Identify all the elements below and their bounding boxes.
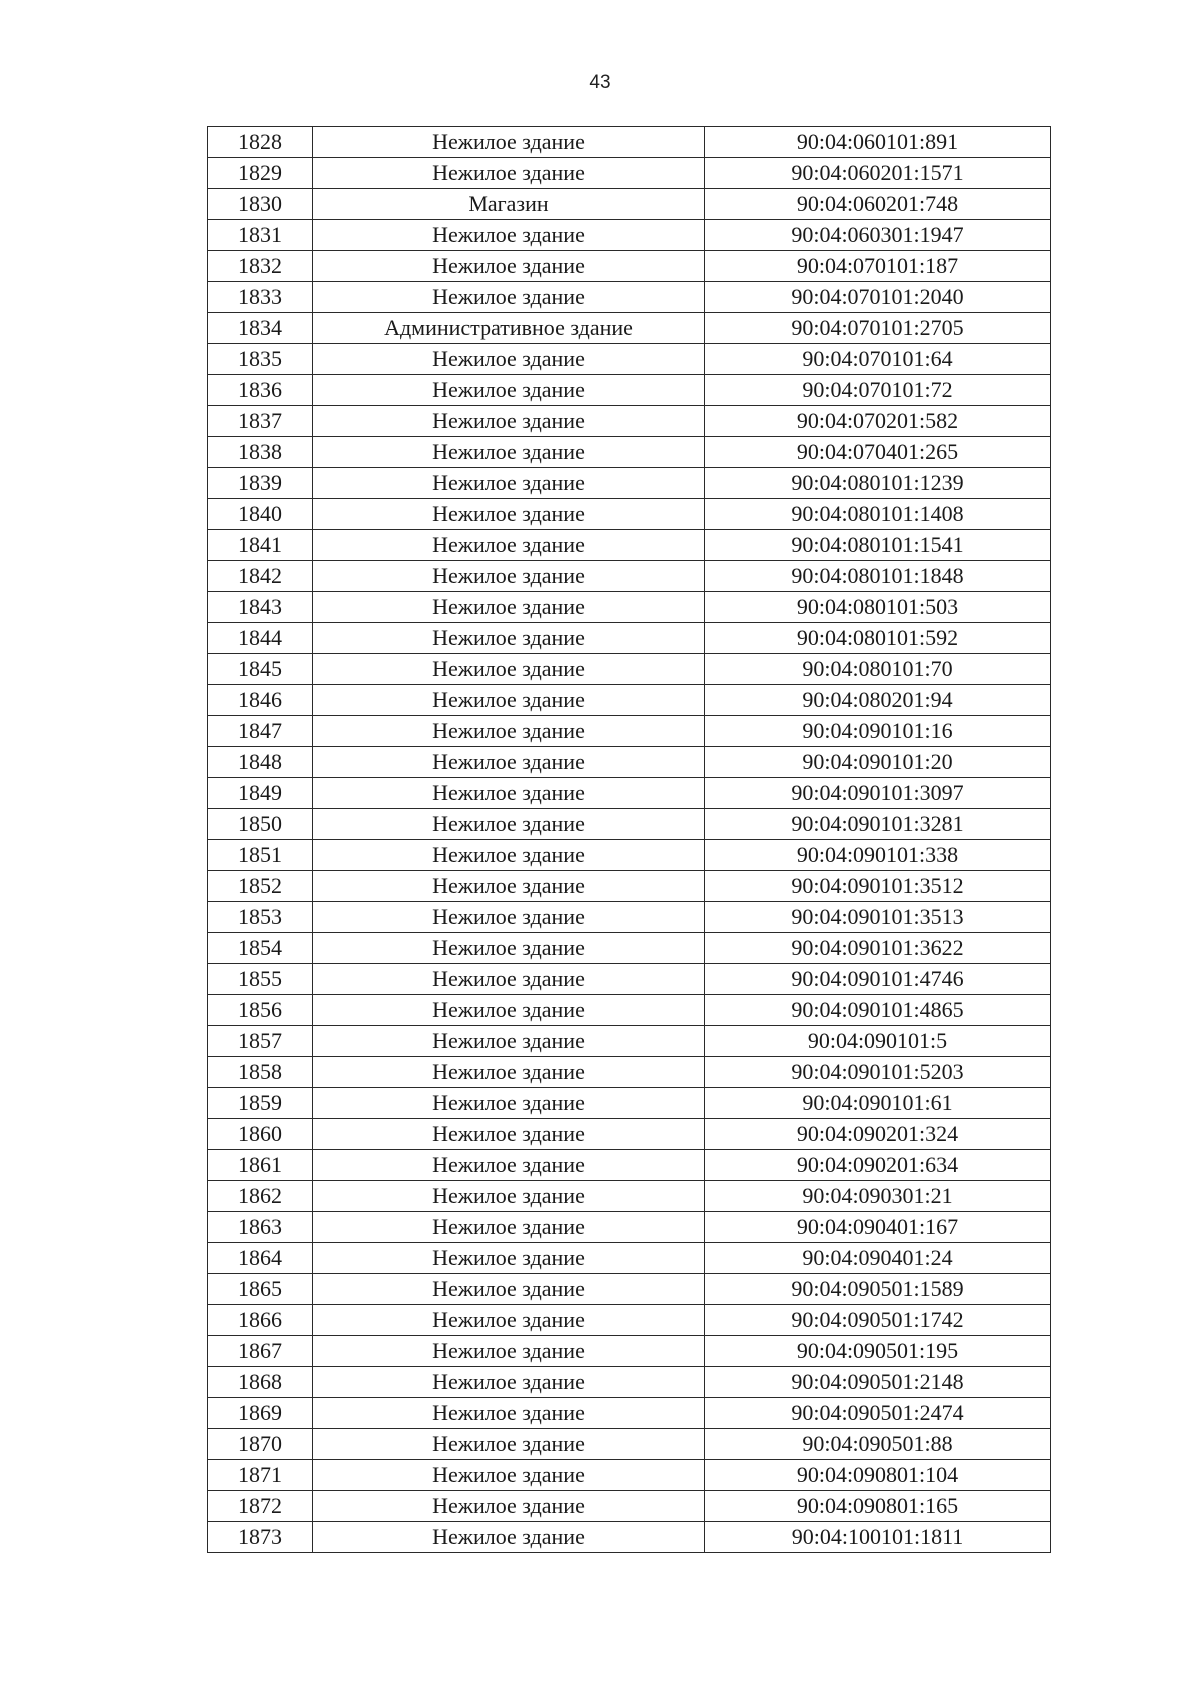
row-number-cell: 1845	[208, 654, 313, 685]
row-number-cell: 1867	[208, 1336, 313, 1367]
cadastral-number-cell: 90:04:080101:1239	[705, 468, 1051, 499]
table-row	[208, 1429, 1051, 1460]
object-name-cell: Нежилое здание	[313, 623, 705, 654]
table-row	[208, 1212, 1051, 1243]
cadastral-number-cell: 90:04:070101:2040	[705, 282, 1051, 313]
table-row	[208, 902, 1051, 933]
object-name-cell: Нежилое здание	[313, 344, 705, 375]
cadastral-number-cell: 90:04:090101:3097	[705, 778, 1051, 809]
table-row	[208, 127, 1051, 158]
table-row	[208, 1026, 1051, 1057]
cadastral-number-cell: 90:04:090101:4746	[705, 964, 1051, 995]
table-row	[208, 313, 1051, 344]
object-name-cell: Нежилое здание	[313, 375, 705, 406]
object-name-cell: Нежилое здание	[313, 809, 705, 840]
row-number-cell: 1841	[208, 530, 313, 561]
table-row	[208, 1274, 1051, 1305]
object-name-cell: Нежилое здание	[313, 220, 705, 251]
cadastral-number-cell: 90:04:090801:104	[705, 1460, 1051, 1491]
table-row	[208, 778, 1051, 809]
object-name-cell: Нежилое здание	[313, 902, 705, 933]
row-number-cell: 1858	[208, 1057, 313, 1088]
object-name-cell: Нежилое здание	[313, 1491, 705, 1522]
object-name-cell: Нежилое здание	[313, 1274, 705, 1305]
row-number-cell: 1854	[208, 933, 313, 964]
row-number-cell: 1868	[208, 1367, 313, 1398]
row-number-cell: 1865	[208, 1274, 313, 1305]
cadastral-number-cell: 90:04:090501:1589	[705, 1274, 1051, 1305]
object-name-cell: Нежилое здание	[313, 561, 705, 592]
table-row	[208, 375, 1051, 406]
row-number-cell: 1828	[208, 127, 313, 158]
table-row	[208, 251, 1051, 282]
table-row	[208, 1088, 1051, 1119]
registry-table	[207, 126, 1051, 1553]
row-number-cell: 1840	[208, 499, 313, 530]
cadastral-number-cell: 90:04:090501:88	[705, 1429, 1051, 1460]
cadastral-number-cell: 90:04:090101:3513	[705, 902, 1051, 933]
table-row	[208, 158, 1051, 189]
row-number-cell: 1842	[208, 561, 313, 592]
cadastral-number-cell: 90:04:060201:1571	[705, 158, 1051, 189]
cadastral-number-cell: 90:04:080101:503	[705, 592, 1051, 623]
cadastral-number-cell: 90:04:070101:64	[705, 344, 1051, 375]
row-number-cell: 1871	[208, 1460, 313, 1491]
row-number-cell: 1857	[208, 1026, 313, 1057]
table-row	[208, 933, 1051, 964]
table-row	[208, 1150, 1051, 1181]
object-name-cell: Административное здание	[313, 313, 705, 344]
object-name-cell: Нежилое здание	[313, 530, 705, 561]
table-row	[208, 220, 1051, 251]
object-name-cell: Нежилое здание	[313, 1305, 705, 1336]
row-number-cell: 1866	[208, 1305, 313, 1336]
object-name-cell: Нежилое здание	[313, 1181, 705, 1212]
row-number-cell: 1839	[208, 468, 313, 499]
object-name-cell: Нежилое здание	[313, 1243, 705, 1274]
cadastral-number-cell: 90:04:070201:582	[705, 406, 1051, 437]
object-name-cell: Нежилое здание	[313, 251, 705, 282]
cadastral-number-cell: 90:04:090401:24	[705, 1243, 1051, 1274]
cadastral-number-cell: 90:04:090101:5	[705, 1026, 1051, 1057]
row-number-cell: 1872	[208, 1491, 313, 1522]
cadastral-number-cell: 90:04:090101:20	[705, 747, 1051, 778]
object-name-cell: Нежилое здание	[313, 654, 705, 685]
cadastral-number-cell: 90:04:090201:634	[705, 1150, 1051, 1181]
row-number-cell: 1869	[208, 1398, 313, 1429]
object-name-cell: Нежилое здание	[313, 1150, 705, 1181]
object-name-cell: Нежилое здание	[313, 1057, 705, 1088]
cadastral-number-cell: 90:04:090501:195	[705, 1336, 1051, 1367]
row-number-cell: 1852	[208, 871, 313, 902]
cadastral-number-cell: 90:04:090101:5203	[705, 1057, 1051, 1088]
cadastral-number-cell: 90:04:090401:167	[705, 1212, 1051, 1243]
table-row	[208, 1491, 1051, 1522]
cadastral-number-cell: 90:04:090101:3512	[705, 871, 1051, 902]
object-name-cell: Нежилое здание	[313, 468, 705, 499]
object-name-cell: Нежилое здание	[313, 778, 705, 809]
cadastral-number-cell: 90:04:080101:1541	[705, 530, 1051, 561]
cadastral-number-cell: 90:04:060201:748	[705, 189, 1051, 220]
row-number-cell: 1834	[208, 313, 313, 344]
row-number-cell: 1860	[208, 1119, 313, 1150]
table-row	[208, 592, 1051, 623]
table-row	[208, 1181, 1051, 1212]
object-name-cell: Нежилое здание	[313, 1460, 705, 1491]
cadastral-number-cell: 90:04:090101:3281	[705, 809, 1051, 840]
table-row	[208, 623, 1051, 654]
cadastral-number-cell: 90:04:090101:61	[705, 1088, 1051, 1119]
cadastral-number-cell: 90:04:070401:265	[705, 437, 1051, 468]
row-number-cell: 1835	[208, 344, 313, 375]
object-name-cell: Нежилое здание	[313, 1398, 705, 1429]
cadastral-number-cell: 90:04:100101:1811	[705, 1522, 1051, 1553]
cadastral-number-cell: 90:04:090101:4865	[705, 995, 1051, 1026]
object-name-cell: Нежилое здание	[313, 685, 705, 716]
table-row	[208, 1398, 1051, 1429]
table-row	[208, 437, 1051, 468]
row-number-cell: 1870	[208, 1429, 313, 1460]
table-row	[208, 1243, 1051, 1274]
object-name-cell: Нежилое здание	[313, 871, 705, 902]
cadastral-number-cell: 90:04:090501:1742	[705, 1305, 1051, 1336]
cadastral-number-cell: 90:04:090501:2474	[705, 1398, 1051, 1429]
table-row	[208, 499, 1051, 530]
row-number-cell: 1843	[208, 592, 313, 623]
row-number-cell: 1856	[208, 995, 313, 1026]
table-row	[208, 1305, 1051, 1336]
object-name-cell: Нежилое здание	[313, 1119, 705, 1150]
table-row	[208, 282, 1051, 313]
cadastral-number-cell: 90:04:080101:1848	[705, 561, 1051, 592]
object-name-cell: Нежилое здание	[313, 1212, 705, 1243]
cadastral-number-cell: 90:04:080201:94	[705, 685, 1051, 716]
table-row	[208, 747, 1051, 778]
object-name-cell: Нежилое здание	[313, 158, 705, 189]
object-name-cell: Магазин	[313, 189, 705, 220]
object-name-cell: Нежилое здание	[313, 933, 705, 964]
object-name-cell: Нежилое здание	[313, 437, 705, 468]
page-number: 43	[589, 72, 611, 93]
row-number-cell: 1873	[208, 1522, 313, 1553]
table-row	[208, 561, 1051, 592]
row-number-cell: 1832	[208, 251, 313, 282]
table-row	[208, 716, 1051, 747]
row-number-cell: 1829	[208, 158, 313, 189]
row-number-cell: 1831	[208, 220, 313, 251]
row-number-cell: 1849	[208, 778, 313, 809]
object-name-cell: Нежилое здание	[313, 995, 705, 1026]
row-number-cell: 1862	[208, 1181, 313, 1212]
cadastral-number-cell: 90:04:090801:165	[705, 1491, 1051, 1522]
table-row	[208, 1522, 1051, 1553]
object-name-cell: Нежилое здание	[313, 840, 705, 871]
table-row	[208, 964, 1051, 995]
table-row	[208, 1119, 1051, 1150]
table-row	[208, 654, 1051, 685]
table-row	[208, 995, 1051, 1026]
table-row	[208, 1336, 1051, 1367]
cadastral-number-cell: 90:04:080101:1408	[705, 499, 1051, 530]
object-name-cell: Нежилое здание	[313, 592, 705, 623]
cadastral-number-cell: 90:04:070101:187	[705, 251, 1051, 282]
object-name-cell: Нежилое здание	[313, 499, 705, 530]
cadastral-number-cell: 90:04:060301:1947	[705, 220, 1051, 251]
cadastral-number-cell: 90:04:090101:16	[705, 716, 1051, 747]
cadastral-number-cell: 90:04:090301:21	[705, 1181, 1051, 1212]
object-name-cell: Нежилое здание	[313, 1336, 705, 1367]
cadastral-number-cell: 90:04:090501:2148	[705, 1367, 1051, 1398]
table-row	[208, 468, 1051, 499]
table-row	[208, 809, 1051, 840]
row-number-cell: 1847	[208, 716, 313, 747]
object-name-cell: Нежилое здание	[313, 1088, 705, 1119]
cadastral-number-cell: 90:04:070101:72	[705, 375, 1051, 406]
row-number-cell: 1830	[208, 189, 313, 220]
row-number-cell: 1838	[208, 437, 313, 468]
cadastral-number-cell: 90:04:070101:2705	[705, 313, 1051, 344]
object-name-cell: Нежилое здание	[313, 1429, 705, 1460]
object-name-cell: Нежилое здание	[313, 747, 705, 778]
row-number-cell: 1851	[208, 840, 313, 871]
row-number-cell: 1861	[208, 1150, 313, 1181]
row-number-cell: 1864	[208, 1243, 313, 1274]
cadastral-number-cell: 90:04:090201:324	[705, 1119, 1051, 1150]
row-number-cell: 1837	[208, 406, 313, 437]
cadastral-number-cell: 90:04:080101:592	[705, 623, 1051, 654]
table-row	[208, 406, 1051, 437]
row-number-cell: 1848	[208, 747, 313, 778]
object-name-cell: Нежилое здание	[313, 282, 705, 313]
row-number-cell: 1836	[208, 375, 313, 406]
table-row	[208, 344, 1051, 375]
row-number-cell: 1863	[208, 1212, 313, 1243]
cadastral-number-cell: 90:04:080101:70	[705, 654, 1051, 685]
object-name-cell: Нежилое здание	[313, 964, 705, 995]
cadastral-number-cell: 90:04:060101:891	[705, 127, 1051, 158]
table-row	[208, 189, 1051, 220]
row-number-cell: 1846	[208, 685, 313, 716]
row-number-cell: 1833	[208, 282, 313, 313]
row-number-cell: 1859	[208, 1088, 313, 1119]
row-number-cell: 1844	[208, 623, 313, 654]
row-number-cell: 1850	[208, 809, 313, 840]
registry-table-body	[208, 127, 1051, 1553]
object-name-cell: Нежилое здание	[313, 406, 705, 437]
table-row	[208, 685, 1051, 716]
cadastral-number-cell: 90:04:090101:338	[705, 840, 1051, 871]
table-row	[208, 840, 1051, 871]
table-row	[208, 530, 1051, 561]
object-name-cell: Нежилое здание	[313, 716, 705, 747]
cadastral-number-cell: 90:04:090101:3622	[705, 933, 1051, 964]
table-row	[208, 1367, 1051, 1398]
object-name-cell: Нежилое здание	[313, 127, 705, 158]
object-name-cell: Нежилое здание	[313, 1522, 705, 1553]
table-row	[208, 1460, 1051, 1491]
table-row	[208, 871, 1051, 902]
row-number-cell: 1855	[208, 964, 313, 995]
row-number-cell: 1853	[208, 902, 313, 933]
object-name-cell: Нежилое здание	[313, 1026, 705, 1057]
object-name-cell: Нежилое здание	[313, 1367, 705, 1398]
table-row	[208, 1057, 1051, 1088]
